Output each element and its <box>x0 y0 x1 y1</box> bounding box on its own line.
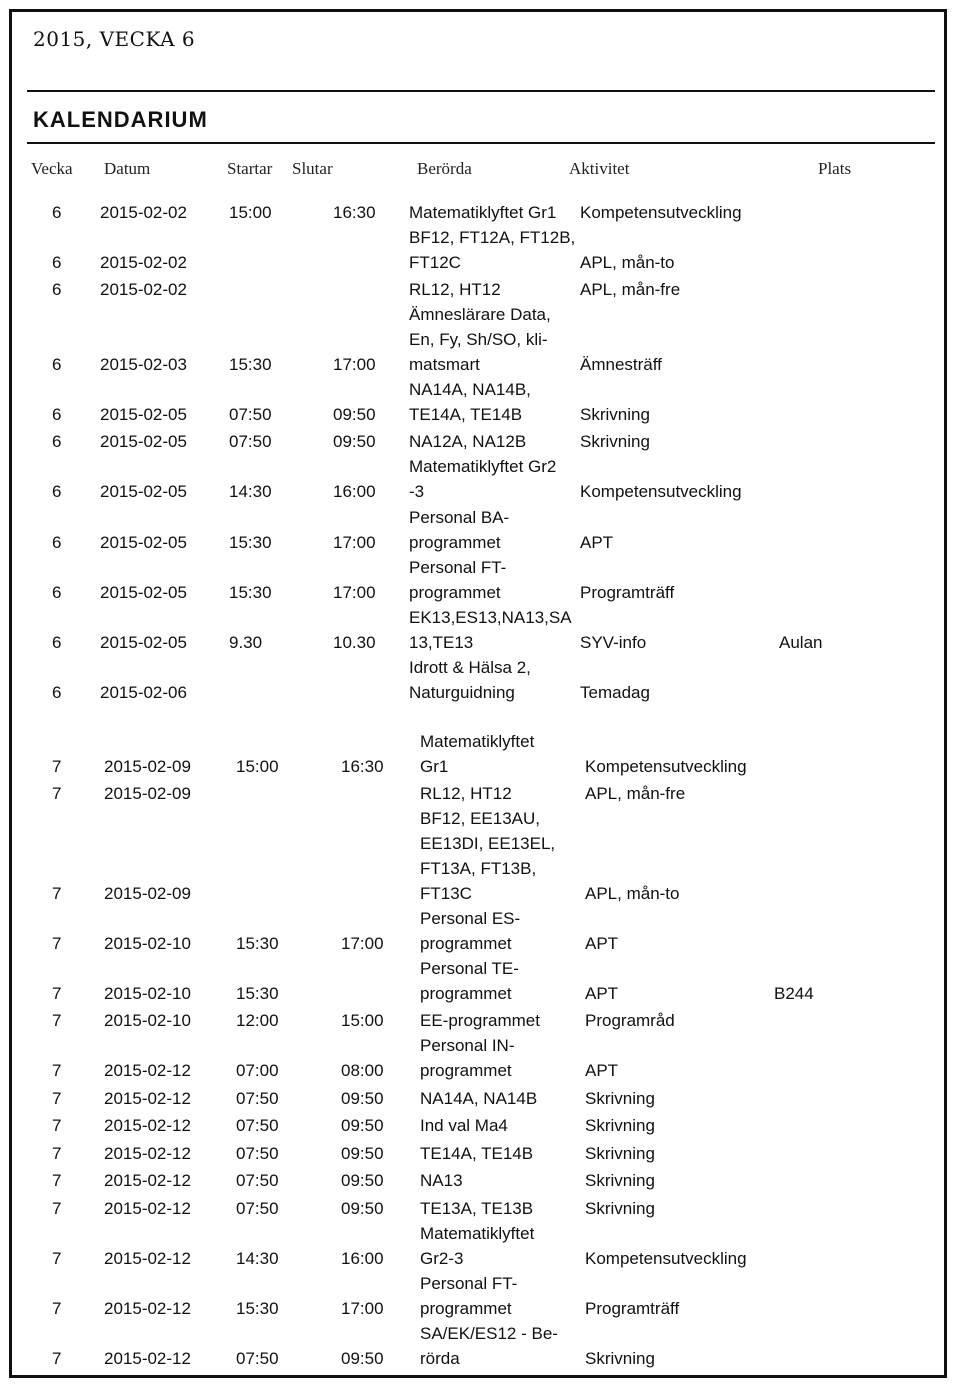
cell-berorda: programmet <box>420 984 512 1003</box>
cell-datum: 2015-02-12 <box>104 1116 191 1135</box>
cell-slutar: 09:50 <box>341 1144 384 1163</box>
cell-vecka: 7 <box>52 1011 62 1030</box>
cell-berorda: Personal IN- <box>420 1036 515 1055</box>
cell-vecka: 7 <box>52 934 62 953</box>
cell-datum: 2015-02-03 <box>100 355 187 374</box>
cell-berorda: NA14A, NA14B <box>420 1089 538 1108</box>
cell-berorda: FT13A, FT13B, <box>420 859 537 878</box>
cell-datum: 2015-02-09 <box>104 884 191 903</box>
cell-aktivitet: Skrivning <box>580 432 650 451</box>
cell-plats: B244 <box>774 984 814 1003</box>
cell-slutar: 16:30 <box>341 757 384 776</box>
cell-startar: 15:30 <box>229 355 272 374</box>
cell-berorda: RL12, HT12 <box>420 784 512 803</box>
cell-datum: 2015-02-09 <box>104 757 191 776</box>
cell-berorda: -3 <box>409 482 425 501</box>
cell-aktivitet: Programträff <box>580 583 675 602</box>
cell-startar: 15:30 <box>236 984 279 1003</box>
cell-berorda: Matematiklyftet Gr1 <box>409 203 557 222</box>
cell-slutar: 08:00 <box>341 1061 384 1080</box>
cell-vecka: 7 <box>52 1199 62 1218</box>
cell-datum: 2015-02-05 <box>100 583 187 602</box>
cell-vecka: 7 <box>52 984 62 1003</box>
cell-vecka: 6 <box>52 432 62 451</box>
cell-startar: 07:50 <box>229 432 272 451</box>
cell-aktivitet: Skrivning <box>585 1089 655 1108</box>
header-rule <box>27 142 935 144</box>
cell-datum: 2015-02-05 <box>100 533 187 552</box>
cell-slutar: 09:50 <box>341 1089 384 1108</box>
cell-aktivitet: Skrivning <box>580 405 650 424</box>
cell-startar: 15:00 <box>236 757 279 776</box>
cell-aktivitet: SYV-info <box>580 633 647 652</box>
cell-vecka: 7 <box>52 884 62 903</box>
column-header-startar: Startar <box>227 159 273 178</box>
cell-startar: 07:50 <box>229 405 272 424</box>
cell-aktivitet: Programträff <box>585 1299 680 1318</box>
cell-vecka: 6 <box>52 482 62 501</box>
cell-aktivitet: Skrivning <box>585 1349 655 1368</box>
cell-slutar: 17:00 <box>333 583 376 602</box>
cell-aktivitet: APL, mån-fre <box>585 784 686 803</box>
cell-aktivitet: Kompetensutveckling <box>580 203 742 222</box>
cell-vecka: 7 <box>52 784 62 803</box>
cell-berorda: programmet <box>420 1061 512 1080</box>
cell-vecka: 6 <box>52 583 62 602</box>
cell-startar: 15:30 <box>229 583 272 602</box>
cell-berorda: BF12, FT12A, FT12B, <box>409 228 576 247</box>
cell-aktivitet: APT <box>580 533 614 552</box>
cell-berorda: Gr1 <box>420 757 449 776</box>
cell-datum: 2015-02-12 <box>104 1144 191 1163</box>
cell-berorda: SA/EK/ES12 - Be- <box>420 1324 558 1343</box>
cell-slutar: 09:50 <box>333 432 376 451</box>
cell-datum: 2015-02-05 <box>100 432 187 451</box>
cell-aktivitet: Temadag <box>580 683 650 702</box>
cell-slutar: 17:00 <box>341 1299 384 1318</box>
column-header-slutar: Slutar <box>292 159 333 178</box>
cell-berorda: Gr2-3 <box>420 1249 464 1268</box>
cell-vecka: 7 <box>52 757 62 776</box>
cell-startar: 14:30 <box>229 482 272 501</box>
cell-berorda: Matematiklyftet <box>420 732 535 751</box>
cell-slutar: 09:50 <box>341 1116 384 1135</box>
cell-aktivitet: Kompetensutveckling <box>580 482 742 501</box>
cell-datum: 2015-02-12 <box>104 1249 191 1268</box>
cell-berorda: Ind val Ma4 <box>420 1116 508 1135</box>
cell-vecka: 7 <box>52 1349 62 1368</box>
cell-slutar: 16:00 <box>333 482 376 501</box>
cell-vecka: 7 <box>52 1144 62 1163</box>
cell-vecka: 7 <box>52 1299 62 1318</box>
cell-datum: 2015-02-02 <box>100 253 187 272</box>
cell-startar: 15:00 <box>229 203 272 222</box>
cell-startar: 07:00 <box>236 1061 279 1080</box>
cell-vecka: 6 <box>52 355 62 374</box>
cell-aktivitet: Skrivning <box>585 1171 655 1190</box>
column-header-vecka: Vecka <box>31 159 73 178</box>
cell-datum: 2015-02-02 <box>100 280 187 299</box>
cell-berorda: programmet <box>409 533 501 552</box>
cell-aktivitet: Skrivning <box>585 1144 655 1163</box>
cell-datum: 2015-02-09 <box>104 784 191 803</box>
cell-startar: 12:00 <box>236 1011 279 1030</box>
cell-aktivitet: APL, mån-to <box>580 253 675 272</box>
cell-berorda: programmet <box>420 1299 512 1318</box>
cell-startar: 15:30 <box>229 533 272 552</box>
cell-slutar: 09:50 <box>333 405 376 424</box>
cell-startar: 15:30 <box>236 934 279 953</box>
cell-slutar: 16:00 <box>341 1249 384 1268</box>
cell-berorda: TE13A, TE13B <box>420 1199 534 1218</box>
cell-berorda: Personal FT- <box>420 1274 518 1293</box>
cell-berorda: matsmart <box>409 355 480 374</box>
cell-slutar: 10.30 <box>333 633 376 652</box>
cell-aktivitet: Programråd <box>585 1011 675 1030</box>
cell-slutar: 17:00 <box>341 934 384 953</box>
cell-berorda: FT12C <box>409 253 461 272</box>
cell-berorda: FT13C <box>420 884 472 903</box>
cell-datum: 2015-02-06 <box>100 683 187 702</box>
cell-vecka: 6 <box>52 405 62 424</box>
cell-berorda: NA12A, NA12B <box>409 432 527 451</box>
cell-vecka: 6 <box>52 280 62 299</box>
cell-datum: 2015-02-02 <box>100 203 187 222</box>
cell-aktivitet: APT <box>585 1061 619 1080</box>
cell-berorda: 13,TE13 <box>409 633 474 652</box>
cell-datum: 2015-02-12 <box>104 1199 191 1218</box>
cell-datum: 2015-02-05 <box>100 633 187 652</box>
cell-datum: 2015-02-10 <box>104 934 191 953</box>
cell-slutar: 09:50 <box>341 1349 384 1368</box>
cell-aktivitet: Kompetensutveckling <box>585 757 747 776</box>
cell-aktivitet: APT <box>585 984 619 1003</box>
cell-startar: 14:30 <box>236 1249 279 1268</box>
cell-datum: 2015-02-12 <box>104 1299 191 1318</box>
cell-slutar: 16:30 <box>333 203 376 222</box>
cell-berorda: NA13 <box>420 1171 463 1190</box>
cell-datum: 2015-02-12 <box>104 1171 191 1190</box>
cell-berorda: RL12, HT12 <box>409 280 501 299</box>
cell-vecka: 6 <box>52 633 62 652</box>
cell-datum: 2015-02-05 <box>100 482 187 501</box>
cell-berorda: programmet <box>420 934 512 953</box>
cell-vecka: 6 <box>52 533 62 552</box>
cell-berorda: Idrott & Hälsa 2, <box>409 658 531 677</box>
cell-berorda: Personal TE- <box>420 959 519 978</box>
cell-datum: 2015-02-10 <box>104 1011 191 1030</box>
cell-slutar: 09:50 <box>341 1199 384 1218</box>
cell-startar: 07:50 <box>236 1199 279 1218</box>
cell-berorda: programmet <box>409 583 501 602</box>
cell-berorda: TE14A, TE14B <box>409 405 523 424</box>
cell-startar: 07:50 <box>236 1171 279 1190</box>
column-header-plats: Plats <box>818 159 852 178</box>
cell-berorda: Personal BA- <box>409 508 510 527</box>
cell-datum: 2015-02-10 <box>104 984 191 1003</box>
cell-berorda: BF12, EE13AU, <box>420 809 541 828</box>
cell-berorda: EE-programmet <box>420 1011 540 1030</box>
cell-slutar: 15:00 <box>341 1011 384 1030</box>
cell-berorda: Personal FT- <box>409 558 507 577</box>
cell-slutar: 17:00 <box>333 533 376 552</box>
column-header-datum: Datum <box>104 159 151 178</box>
cell-vecka: 7 <box>52 1116 62 1135</box>
cell-datum: 2015-02-12 <box>104 1061 191 1080</box>
cell-vecka: 6 <box>52 203 62 222</box>
cell-vecka: 7 <box>52 1249 62 1268</box>
cell-berorda: rörda <box>420 1349 460 1368</box>
cell-berorda: Matematiklyftet <box>420 1224 535 1243</box>
cell-vecka: 6 <box>52 683 62 702</box>
cell-vecka: 7 <box>52 1089 62 1108</box>
cell-berorda: Ämneslärare Data, <box>409 305 551 324</box>
week-title: 2015, VECKA 6 <box>33 27 196 51</box>
cell-aktivitet: Skrivning <box>585 1116 655 1135</box>
cell-startar: 07:50 <box>236 1349 279 1368</box>
cell-berorda: Naturguidning <box>409 683 515 702</box>
calendar-title: KALENDARIUM <box>33 107 208 132</box>
cell-aktivitet: Kompetensutveckling <box>585 1249 747 1268</box>
cell-slutar: 17:00 <box>333 355 376 374</box>
cell-aktivitet: Skrivning <box>585 1199 655 1218</box>
cell-datum: 2015-02-12 <box>104 1089 191 1108</box>
cell-berorda: NA14A, NA14B, <box>409 380 531 399</box>
column-header-aktivitet: Aktivitet <box>569 159 630 178</box>
cell-berorda: Matematiklyftet Gr2 <box>409 457 557 476</box>
cell-plats: Aulan <box>779 633 823 652</box>
cell-datum: 2015-02-12 <box>104 1349 191 1368</box>
cell-aktivitet: APL, mån-fre <box>580 280 681 299</box>
cell-aktivitet: Ämnesträff <box>580 355 662 374</box>
cell-berorda: En, Fy, Sh/SO, kli- <box>409 330 548 349</box>
cell-vecka: 7 <box>52 1061 62 1080</box>
cell-berorda: EK13,ES13,NA13,SA <box>409 608 572 627</box>
cell-slutar: 09:50 <box>341 1171 384 1190</box>
cell-berorda: TE14A, TE14B <box>420 1144 534 1163</box>
cell-aktivitet: APL, mån-to <box>585 884 680 903</box>
cell-startar: 9.30 <box>229 633 263 652</box>
cell-vecka: 7 <box>52 1171 62 1190</box>
cell-berorda: EE13DI, EE13EL, <box>420 834 556 853</box>
column-header-berorda: Berörda <box>417 159 472 178</box>
cell-aktivitet: APT <box>585 934 619 953</box>
cell-startar: 15:30 <box>236 1299 279 1318</box>
top-rule <box>27 90 935 92</box>
cell-startar: 07:50 <box>236 1089 279 1108</box>
cell-startar: 07:50 <box>236 1144 279 1163</box>
cell-vecka: 6 <box>52 253 62 272</box>
cell-berorda: Personal ES- <box>420 909 521 928</box>
cell-datum: 2015-02-05 <box>100 405 187 424</box>
cell-startar: 07:50 <box>236 1116 279 1135</box>
